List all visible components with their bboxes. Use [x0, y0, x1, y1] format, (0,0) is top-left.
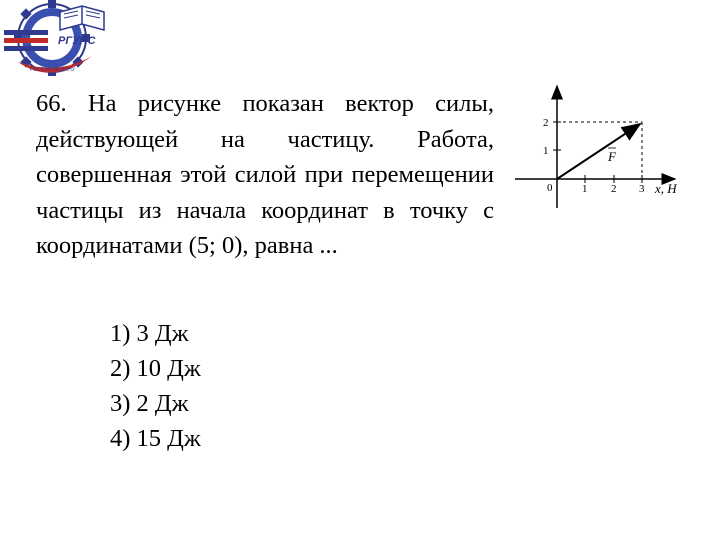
university-logo — [0, 0, 115, 86]
force-vector-figure — [505, 78, 715, 218]
origin-label: 0 — [547, 182, 553, 194]
vector-label: F — [608, 149, 616, 164]
x-tick-label-2: 2 — [611, 183, 617, 195]
x-tick-label-3: 3 — [639, 183, 645, 195]
answer-option-4: 4) 15 Дж — [110, 425, 201, 452]
y-tick-label-1: 1 — [543, 145, 549, 157]
x-axis-label: x, Н — [655, 181, 677, 196]
x-tick-label-1: 1 — [582, 183, 588, 195]
logo-ring-text: РОСТОВ-НА-ДОНУ — [30, 67, 75, 73]
force-vector-arrow — [557, 124, 640, 179]
logo-text: РГУПС — [58, 35, 96, 47]
answer-option-1: 1) 3 Дж — [110, 320, 189, 347]
rail-stripes — [4, 30, 48, 51]
answer-options — [110, 316, 201, 456]
answer-option-2: 2) 10 Дж — [110, 355, 201, 382]
answer-option-3: 3) 2 Дж — [110, 390, 189, 417]
problem-text: 66. На рисунке показан вектор силы, действующей на частицу. Работа, совершенная этой силой при перемещении частицы из начала координат в точку с координатами (5; 0), равна ... — [36, 90, 494, 259]
y-tick-label-2: 2 — [543, 117, 549, 129]
